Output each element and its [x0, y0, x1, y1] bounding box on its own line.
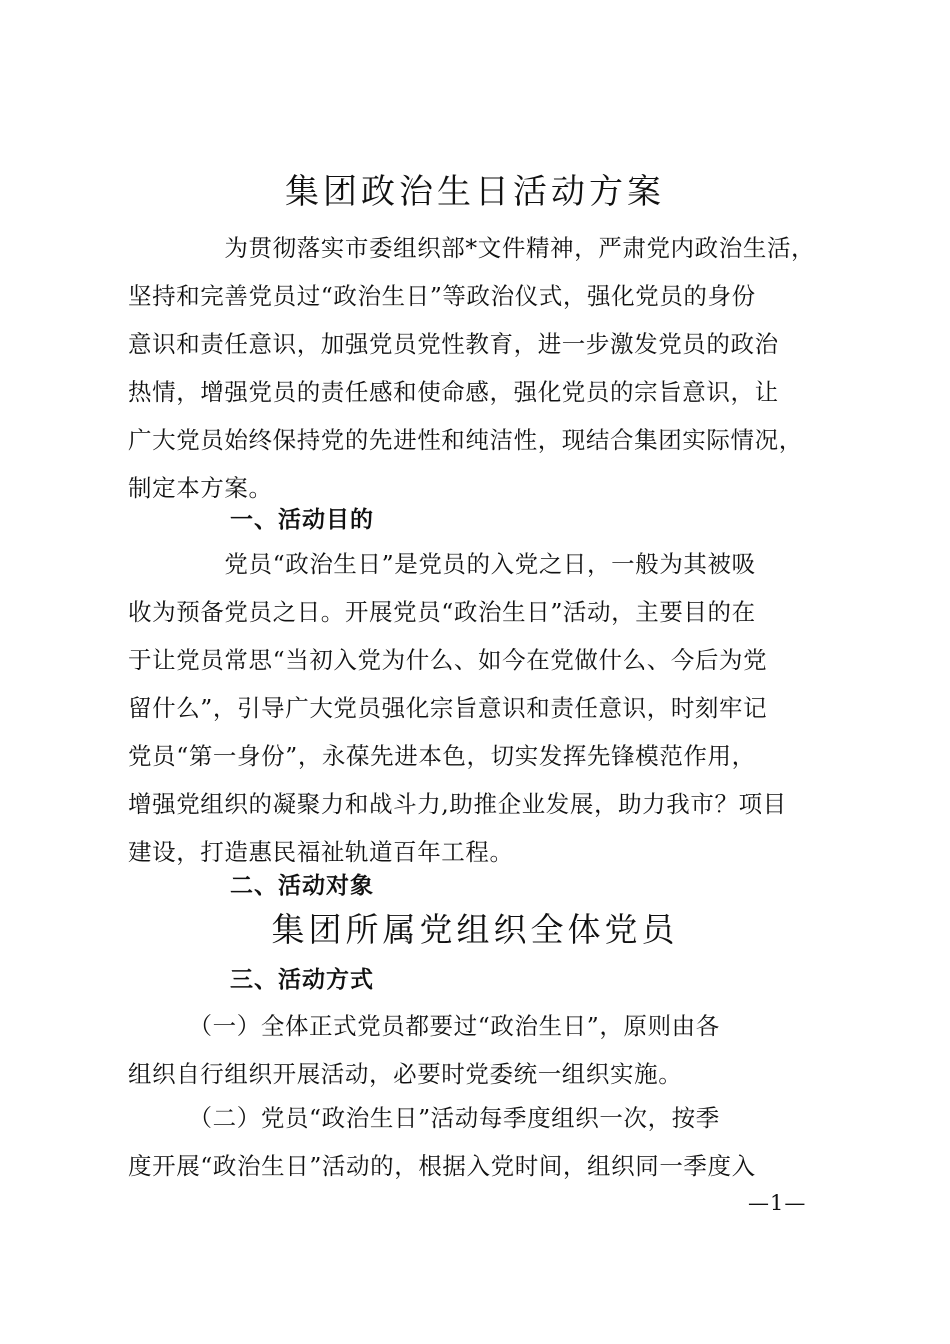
section1-line: 增强党组织的凝聚力和战斗力,助推企业发展，助力我市？项目 [128, 790, 787, 818]
section2-heading: 二、活动对象 [230, 873, 374, 899]
section1-line: 于让党员常思“当初入党为什么、如今在党做什么、今后为党 [128, 646, 768, 674]
section3-item1-line: （一）全体正式党员都要过“政治生日”，原则由各 [128, 1012, 720, 1040]
intro-line: 意识和责任意识，加强党员党性教育，进一步激发党员的政治 [128, 330, 779, 358]
section1-line: 建设，打造惠民福祉轨道百年工程。 [128, 838, 514, 866]
section1-paragraph [128, 540, 828, 876]
section3-item1-line: 组织自行组织开展活动，必要时党委统一组织实施。 [128, 1060, 683, 1088]
intro-line: 为贯彻落实市委组织部*文件精神，严肃党内政治生活， [128, 234, 816, 262]
section3-item2-line: （二）党员“政治生日”活动每季度组织一次，按季 [128, 1104, 720, 1132]
document-title: 集团政治生日活动方案 [285, 172, 665, 212]
section3-item1 [128, 1002, 828, 1098]
section1-line: 党员“第一身份”，永葆先进本色，切实发挥先锋模范作用， [128, 742, 756, 770]
intro-line: 热情，增强党员的责任感和使命感，强化党员的宗旨意识，让 [128, 378, 779, 406]
page-number: —1— [748, 1191, 807, 1215]
intro-line: 广大党员始终保持党的先进性和纯洁性，现结合集团实际情况， [128, 426, 803, 454]
section1-line: 留什么”，引导广大党员强化宗旨意识和责任意识，时刻牢记 [128, 694, 768, 722]
section1-line: 党员“政治生日”是党员的入党之日，一般为其被吸 [128, 550, 756, 578]
section3-item2-line: 度开展“政治生日”活动的，根据入党时间，组织同一季度入 [128, 1152, 756, 1180]
section3-item2 [128, 1094, 828, 1190]
intro-line: 坚持和完善党员过“政治生日”等政治仪式，强化党员的身份 [128, 282, 756, 310]
section1-heading: 一、活动目的 [230, 507, 374, 533]
intro-line: 制定本方案。 [128, 474, 273, 502]
section1-line: 收为预备党员之日。开展党员“政治生日”活动，主要目的在 [128, 598, 756, 626]
section3-heading: 三、活动方式 [230, 967, 374, 993]
section2-body: 集团所属党组织全体党员 [271, 910, 679, 949]
intro-paragraph [128, 224, 828, 512]
